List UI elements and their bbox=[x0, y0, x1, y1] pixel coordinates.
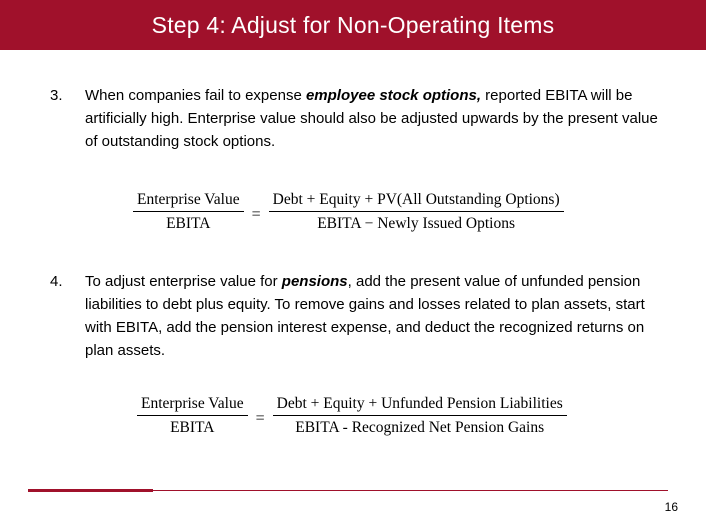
rhs-fraction bbox=[273, 395, 567, 437]
equation-stock-options bbox=[133, 191, 564, 233]
rhs-numerator: Debt + Equity + PV(All Outstanding Options) bbox=[269, 191, 564, 212]
rhs-denominator: EBITA − Newly Issued Options bbox=[317, 215, 516, 232]
item-text-emphasis: pensions bbox=[281, 273, 348, 290]
item-text-post: reported EBITA will be artificially high. Enterprise value should also be adjusted upwards by the present value of outstanding stock options. bbox=[85, 87, 658, 150]
item-text-post: , add the present value of unfunded pension liabilities to debt plus equity. To remove gains and losses related to plan assets, start with EBITA, add the pension interest expense, and deduct the recognized returns on plan assets. bbox=[85, 273, 645, 359]
item-text-pre: To adjust enterprise value for bbox=[85, 273, 282, 290]
rhs-denominator: EBITA - Recognized Net Pension Gains bbox=[295, 419, 545, 436]
equals-sign: = bbox=[255, 410, 265, 427]
item-text-emphasis: employee stock options, bbox=[305, 87, 482, 104]
rhs-fraction bbox=[269, 191, 564, 233]
item-text-pre: When companies fail to expense bbox=[85, 87, 306, 104]
lhs-denominator: EBITA bbox=[170, 419, 215, 436]
footer-accent-bar bbox=[28, 489, 153, 492]
equation-pensions bbox=[137, 395, 567, 437]
title-bar bbox=[0, 0, 706, 50]
lhs-fraction bbox=[137, 395, 248, 437]
item-number: 4. bbox=[50, 273, 63, 290]
item-number: 3. bbox=[50, 87, 63, 104]
equals-sign: = bbox=[251, 206, 261, 223]
slide-title: Step 4: Adjust for Non-Operating Items bbox=[151, 11, 555, 38]
item-text bbox=[85, 270, 670, 362]
item-text bbox=[85, 84, 670, 153]
lhs-fraction bbox=[133, 191, 244, 233]
lhs-numerator: Enterprise Value bbox=[137, 395, 248, 416]
page-number: 16 bbox=[664, 500, 678, 514]
rhs-numerator: Debt + Equity + Unfunded Pension Liabilities bbox=[273, 395, 567, 416]
lhs-denominator: EBITA bbox=[166, 215, 211, 232]
lhs-numerator: Enterprise Value bbox=[133, 191, 244, 212]
